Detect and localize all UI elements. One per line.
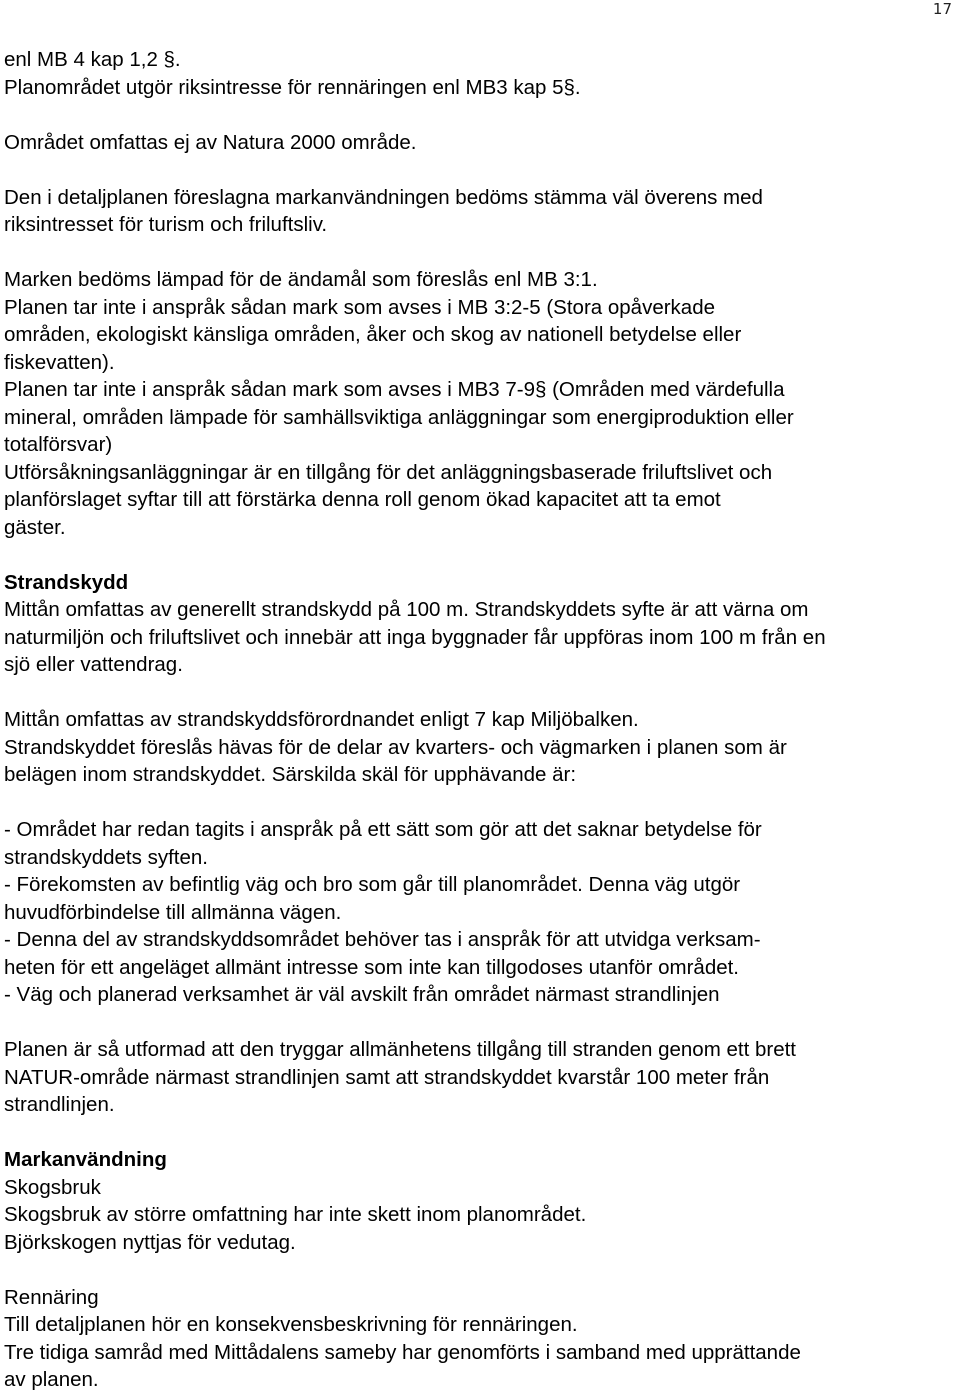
text-line: Mittån omfattas av strandskyddsförordnandet enligt 7 kap Miljöbalken. [4,708,639,731]
text-line: Området omfattas ej av Natura 2000 område. [4,130,417,154]
text-line: strandskyddets syften. [4,845,208,869]
heading-text: Markanvändning [4,1148,167,1171]
text-line: områden, ekologiskt känsliga områden, åker och skog av nationell betydelse eller [4,323,742,346]
text-line: - Väg och planerad verksamhet är väl avskilt från området närmast strandlinjen [4,983,720,1006]
heading-text: Strandskydd [4,570,129,594]
paragraph [4,1174,954,1257]
text-line: planförslaget syftar till att förstärka denna roll genom ökad kapacitet att ta emot [4,488,721,511]
paragraph-gap [4,1009,954,1037]
paragraph [4,1284,954,1394]
paragraph-gap [4,789,954,817]
text-line: Den i detaljplanen föreslagna markanvändningen bedöms stämma väl överens med [4,185,763,209]
text-line: Planen är så utformad att den tryggar allmänhetens tillgång till stranden genom ett brett [4,1038,796,1061]
paragraph [4,184,954,239]
text-line: sjö eller vattendrag. [4,653,183,676]
text-line: - Området har redan tagits i anspråk på ett sätt som gör att det saknar betydelse för [4,818,762,841]
text-line: naturmiljön och friluftslivet och innebär att inga byggnader får uppföras inom 100 m från en [4,625,826,649]
text-line: - Denna del av strandskyddsområdet behöver tas i anspråk för att utvidga verksam- [4,928,761,951]
text-line: mineral, områden lämpade för samhällsviktiga anläggningar som energiproduktion eller [4,405,794,429]
text-line: heten för ett angeläget allmänt intresse som inte kan tillgodoses utanför området. [4,955,740,979]
text-line: Marken bedöms lämpad för de ändamål som föreslås enl MB 3:1. [4,268,598,291]
text-line: Skogsbruk av större omfattning har inte skett inom planområdet. [4,1203,587,1226]
text-line: Mittån omfattas av generellt strandskydd på 100 m. Strandskyddets syfte är att värna om [4,598,809,621]
text-line: Strandskyddet föreslås hävas för de delar av kvarters- och vägmarken i planen som är [4,735,787,759]
paragraph-gap [4,1119,954,1147]
text-line: Planen tar inte i anspråk sådan mark som avses i MB 3:2-5 (Stora opåverkade [4,295,716,319]
text-line: - Förekomsten av befintlig väg och bro som går till planområdet. Denna väg utgör [4,873,741,896]
text-line: fiskevatten). [4,350,115,374]
text-line: totalförsvar) [4,433,113,456]
paragraph-gap [4,541,954,569]
section-heading [4,1146,954,1174]
text-line: Planområdet utgör riksintresse för rennäringen enl MB3 kap 5§. [4,75,581,99]
paragraph-gap [4,1256,954,1284]
text-line: NATUR-område närmast strandlinjen samt att strandskyddet kvarstår 100 meter från [4,1065,770,1089]
text-line: Skogsbruk [4,1175,101,1199]
paragraph-gap [4,156,954,184]
paragraph [4,46,954,101]
text-line: av planen. [4,1368,99,1391]
text-line: Utförsåkningsanläggningar är en tillgång för det anläggningsbaserade friluftslivet och [4,460,773,484]
paragraph [4,816,954,1009]
text-line: huvudförbindelse till allmänna vägen. [4,900,342,924]
text-line: enl MB 4 kap 1,2 §. [4,48,181,71]
text-line: strandlinjen. [4,1093,115,1116]
paragraph-gap [4,101,954,129]
paragraph [4,596,954,679]
text-line: Björkskogen nyttjas för vedutag. [4,1230,296,1254]
paragraph [4,1036,954,1119]
paragraph-gap [4,679,954,707]
text-line: riksintresset för turism och friluftsliv. [4,213,328,236]
text-line: Planen tar inte i anspråk sådan mark som avses i MB3 7-9§ (Områden med värdefulla [4,378,785,401]
text-line: belägen inom strandskyddet. Särskilda skäl för upphävande är: [4,763,577,786]
paragraph [4,266,954,541]
text-line: Tre tidiga samråd med Mittådalens sameby har genomförts i samband med upprättande [4,1340,801,1364]
page-number: 17 [932,0,952,18]
text-line: gäster. [4,515,66,539]
paragraph [4,129,954,157]
text-line: Till detaljplanen hör en konsekvensbeskrivning för rennäringen. [4,1313,578,1336]
text-line: Rennäring [4,1285,99,1309]
section-heading [4,569,954,597]
paragraph [4,706,954,789]
paragraph-gap [4,239,954,267]
document-body [4,46,954,1394]
